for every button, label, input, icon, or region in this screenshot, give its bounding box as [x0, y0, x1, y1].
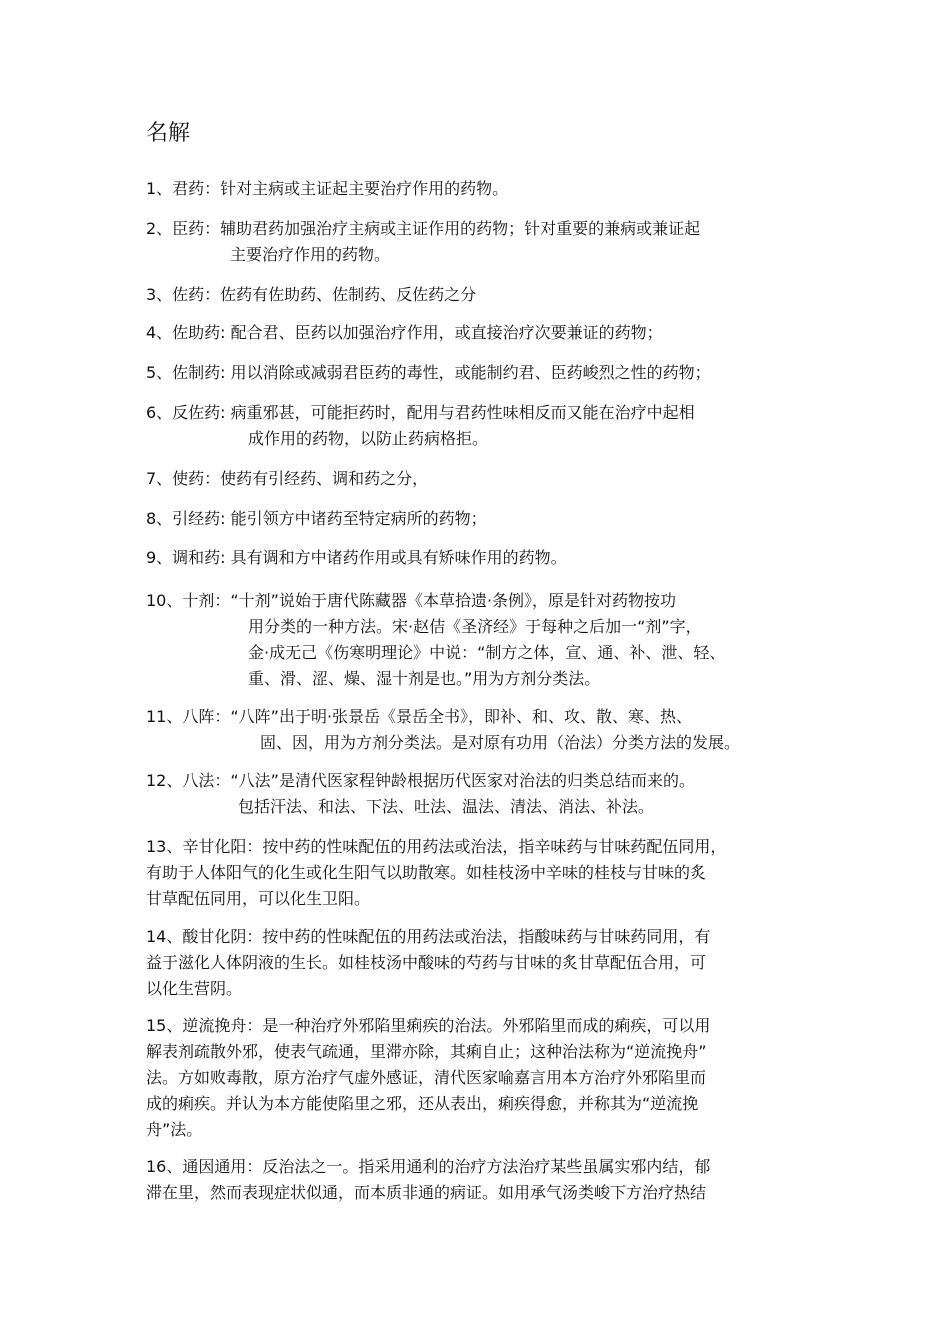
- entry-line: 益于滋化人体阴液的生长。如桂枝汤中酸味的芍药与甘味的炙甘草配伍合用，可: [146, 953, 707, 972]
- entry-line: 有助于人体阳气的化生或化生阳气以助散寒。如桂枝汤中辛味的桂枝与甘味的炙: [146, 863, 707, 882]
- entry-line: 10、十剂：“十剂”说始于唐代陈藏器《本草拾遗·条例》，原是针对药物按功: [146, 591, 677, 610]
- entry-line: 5、佐制药: 用以消除或减弱君臣药的毒性，或能制约君、臣药峻烈之性的药物；: [146, 363, 711, 382]
- term-entry-7: [146, 466, 428, 492]
- entry-line: 甘草配伍同用，可以化生卫阳。: [146, 889, 371, 908]
- term-entry-6: [146, 400, 695, 452]
- term-entry-1: [146, 176, 508, 202]
- entry-line: 3、佐药：佐药有佐助药、佐制药、反佐药之分: [146, 285, 477, 304]
- entry-line: 主要治疗作用的药物。: [230, 245, 391, 264]
- term-entry-2: [146, 216, 700, 268]
- entry-line: 包括汗法、和法、下法、吐法、温法、清法、消法、补法。: [238, 797, 655, 816]
- entry-line: 解表剂疏散外邪，使表气疏通，里滞亦除，其痢自止；这种治法称为“逆流挽舟”: [146, 1042, 707, 1061]
- entry-line: 15、逆流挽舟：是一种治疗外邪陷里痢疾的治法。外邪陷里而成的痢疾，可以用: [146, 1016, 711, 1035]
- entry-line: 舟”法。: [146, 1120, 203, 1139]
- term-entry-3: [146, 282, 476, 308]
- entry-line: 成作用的药物，以防止药病格拒。: [248, 429, 489, 448]
- entry-line: 14、酸甘化阴：按中药的性味配伍的用药法或治法，指酸味药与甘味药同用，有: [146, 927, 711, 946]
- entry-line: 2、臣药：辅助君药加强治疗主病或主证作用的药物；针对重要的兼病或兼证起: [146, 219, 701, 238]
- term-entry-8: [146, 506, 487, 532]
- term-entry-5: [146, 360, 711, 386]
- entry-line: 法。方如败毒散，原方治疗气虚外感证，清代医家喻嘉言用本方治疗外邪陷里而: [146, 1068, 707, 1087]
- entry-line: 9、调和药: 具有调和方中诸药作用或具有矫味作用的药物。: [146, 548, 567, 567]
- entry-line: 以化生营阴。: [146, 979, 243, 998]
- term-entry-9: [146, 545, 567, 571]
- entry-line: 16、通因通用：反治法之一。指采用通利的治疗方法治疗某些虽属实邪内结，郁: [146, 1157, 711, 1176]
- term-entry-14: [146, 924, 710, 1002]
- term-entry-4: [146, 320, 663, 346]
- entry-line: 6、反佐药: 病重邪甚，可能拒药时，配用与君药性味相反而又能在治疗中起相: [146, 403, 695, 422]
- entry-line: 11、八阵：“八阵”出于明·张景岳《景岳全书》，即补、和、攻、散、寒、热、: [146, 707, 693, 726]
- term-entry-12: [146, 768, 695, 820]
- term-entry-16: [146, 1154, 710, 1206]
- entry-line: 重、滑、涩、燥、湿十剂是也。”用为方剂分类法。: [248, 669, 601, 688]
- entry-line: 成的痢疾。并认为本方能使陷里之邪，还从表出，痢疾得愈，并称其为“逆流挽: [146, 1094, 699, 1113]
- entry-line: 7、使药：使药有引经药、调和药之分，: [146, 469, 429, 488]
- page-title: 名解: [146, 121, 191, 146]
- term-entry-13: [146, 834, 726, 912]
- entry-line: 13、辛甘化阳：按中药的性味配伍的用药法或治法，指辛味药与甘味药配伍同用，: [146, 837, 727, 856]
- entry-line: 1、君药：针对主病或主证起主要治疗作用的药物。: [146, 179, 509, 198]
- term-entry-15: [146, 1013, 710, 1143]
- entry-line: 用分类的一种方法。宋·赵佶《圣济经》于每种之后加一“剂”字，: [248, 617, 702, 636]
- entry-line: 固、因，用为方剂分类法。是对原有功用（治法）分类方法的发展。: [260, 733, 741, 752]
- entry-line: 12、八法：“八法”是清代医家程钟龄根据历代医家对治法的归类总结而来的。: [146, 771, 695, 790]
- entry-line: 滞在里，然而表现症状似通，而本质非通的病证。如用承气汤类峻下方治疗热结: [146, 1183, 707, 1202]
- term-entry-11: [146, 704, 740, 756]
- term-entry-10: [146, 588, 725, 692]
- entry-line: 金·成无己《伤寒明理论》中说：“制方之体，宣、通、补、泄、轻、: [248, 643, 726, 662]
- entry-line: 8、引经药: 能引领方中诸药至特定病所的药物；: [146, 509, 487, 528]
- entry-line: 4、佐助药: 配合君、臣药以加强治疗作用，或直接治疗次要兼证的药物；: [146, 323, 663, 342]
